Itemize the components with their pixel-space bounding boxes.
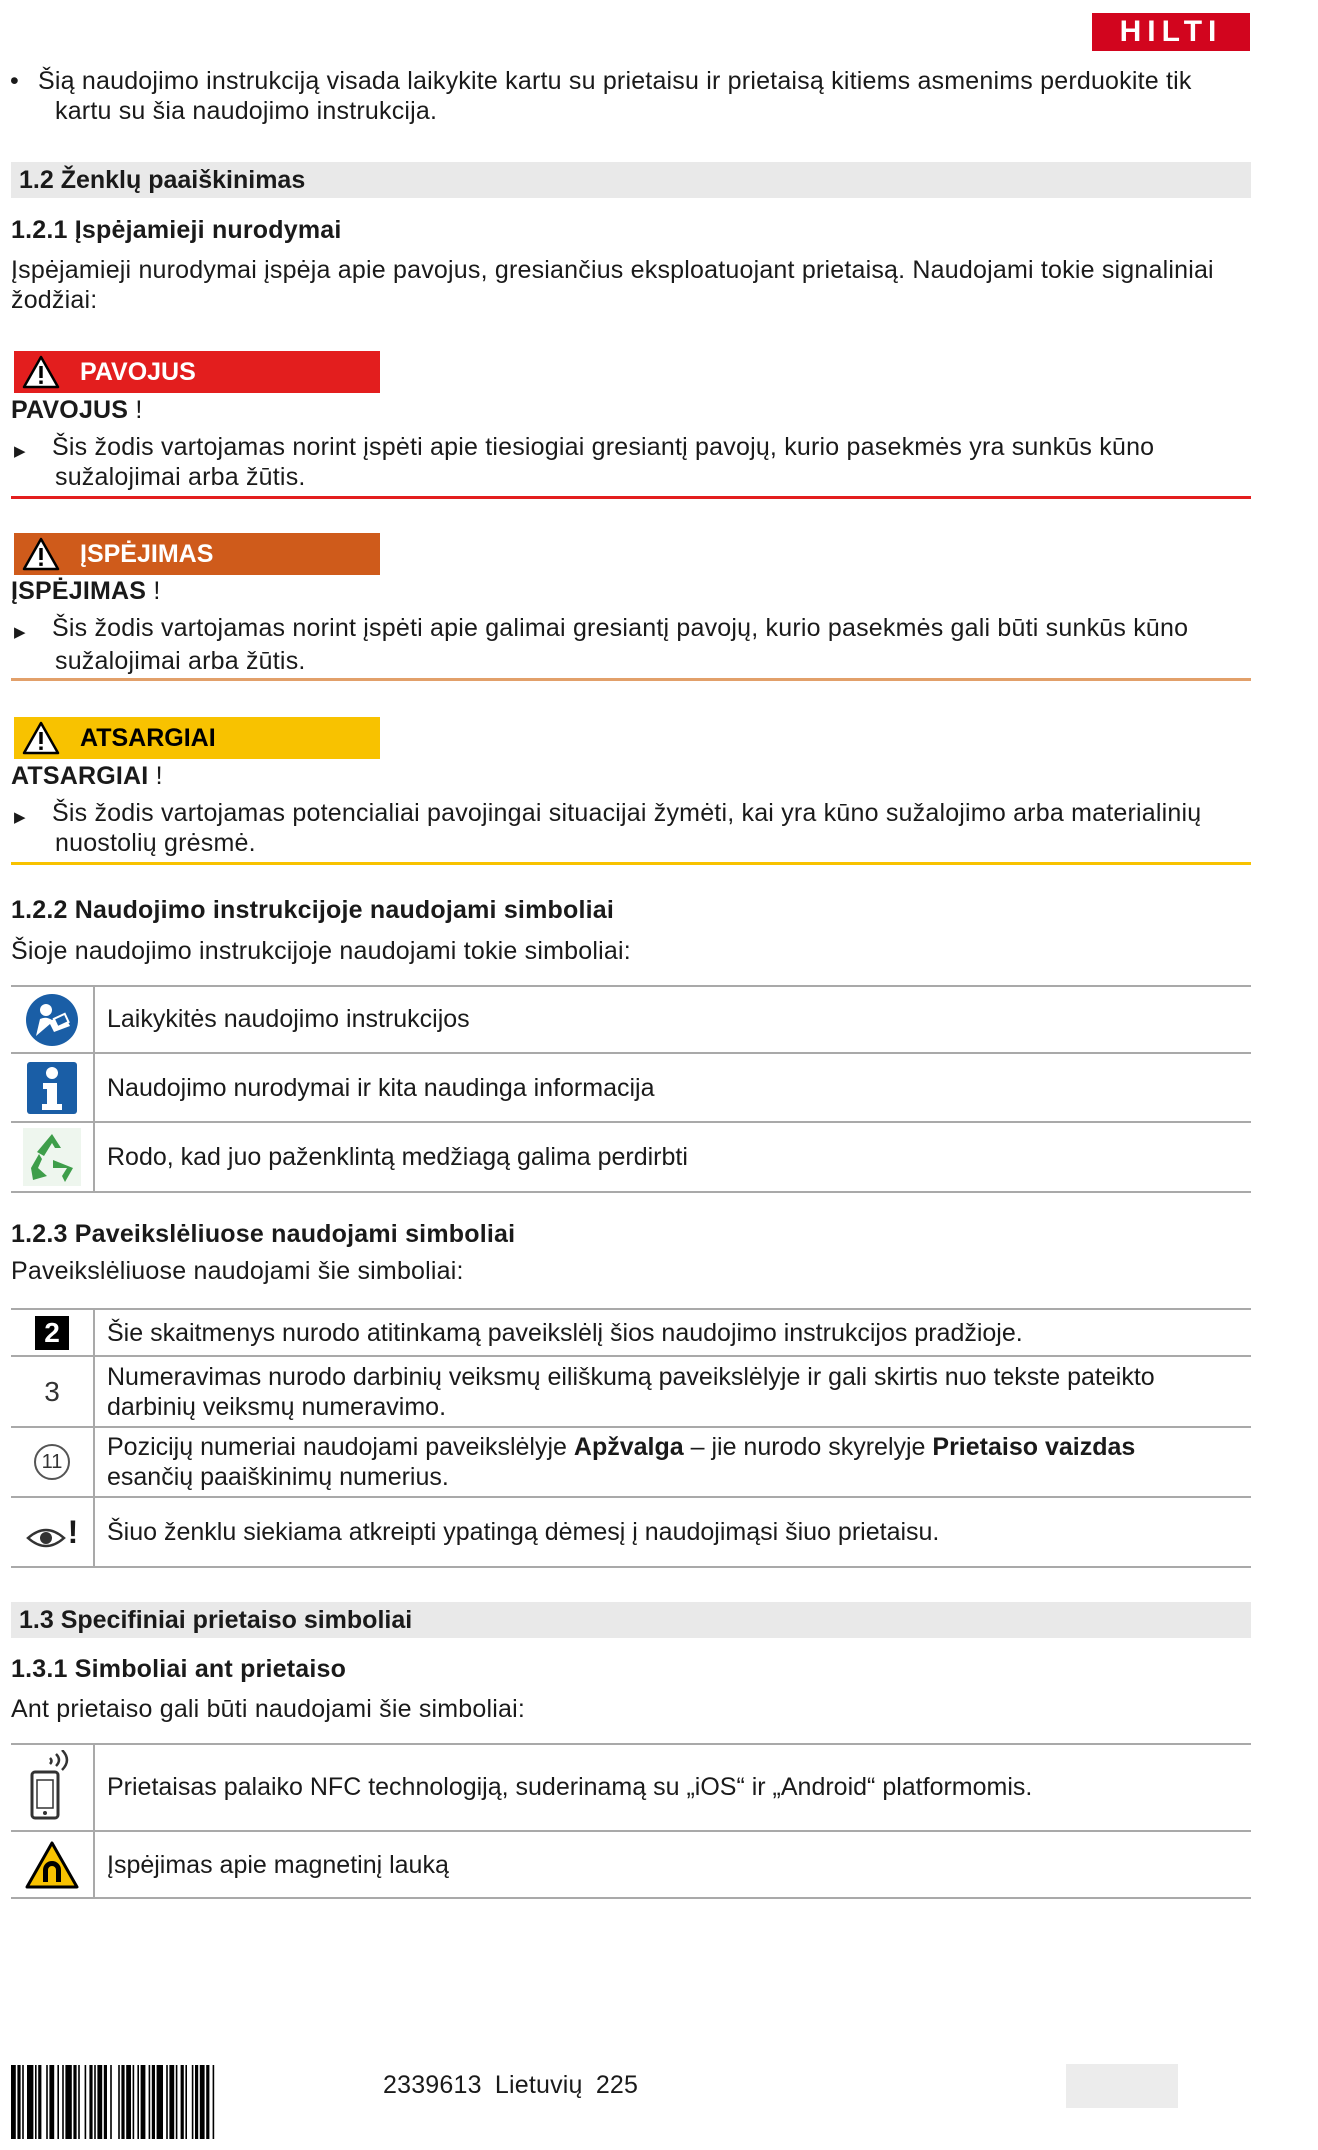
position-number-bold-2: Prietaiso vaizdas [932, 1433, 1136, 1461]
section-1-3-title: 1.3 Specifiniai prietaiso simboliai [19, 1606, 413, 1634]
warning-signal-box [14, 533, 380, 575]
caution-line-1: Šis žodis vartojamas potencialiai pavojingai situacijai žymėti, kai yra kūno sužalojimo arba materialinių [52, 799, 1202, 827]
barcode-bar [11, 2065, 16, 2139]
warning-triangle-icon [22, 721, 60, 755]
footer-gray-box [1066, 2064, 1178, 2108]
nfc-phone-icon [11, 1745, 95, 1830]
barcode-bar [35, 2065, 37, 2139]
figure-number-icon [11, 1310, 95, 1355]
warning-triangle-icon [22, 355, 60, 389]
danger-heading-word: PAVOJUS [11, 396, 129, 424]
caution-arrow-icon: ▶ [14, 809, 26, 826]
section-1-2-1-line-1: Įspėjamieji nurodymai įspėja apie pavojus, gresiančius eksploatuojant prietaisą. Naudojami tokie signaliniai [11, 256, 1214, 284]
barcode-bar [157, 2065, 163, 2139]
danger-signal-box [14, 351, 380, 393]
section-1-2-2-intro: Šioje naudojimo instrukcijoje naudojami tokie simboliai: [11, 937, 631, 965]
caution-heading [11, 761, 163, 791]
danger-rule [11, 496, 1251, 499]
attention-text: Šiuo ženklu siekiama atkreipti ypatingą dėmesį į naudojimąsi šiuo prietaisu. [107, 1518, 940, 1546]
symbol-text-manual: Laikykitės naudojimo instrukcijos [107, 1005, 470, 1033]
barcode-bar [85, 2065, 87, 2139]
barcode-bar [94, 2065, 96, 2139]
table-row [11, 1832, 1251, 1899]
barcode-bar [166, 2065, 168, 2139]
warning-heading-excl: ! [153, 577, 161, 605]
footer-text [383, 2070, 638, 2100]
barcode-bar [73, 2065, 76, 2139]
position-number-circle: 11 [34, 1444, 70, 1480]
barcode-bar [206, 2065, 209, 2139]
barcode-bar [152, 2065, 155, 2139]
step-number-line-1: Numeravimas nurodo darbinių veiksmų eiliškumą paveikslėlyje ir gali skirtis nuo tekste pateikto [107, 1363, 1155, 1391]
barcode-bar [126, 2065, 131, 2139]
table-row [11, 1745, 1251, 1832]
barcode-bar [89, 2065, 92, 2139]
section-1-2-3-intro: Paveikslėliuose naudojami šie simboliai: [11, 1257, 464, 1285]
section-1-2-header [11, 162, 1251, 198]
intro-line-1: Šią naudojimo instrukciją visada laikykite kartu su prietaisu ir prietaisą kitiems asmenims perduokite tik [38, 67, 1192, 95]
barcode-bar [27, 2065, 33, 2139]
symbols-table-1-2-3 [11, 1308, 1251, 1568]
barcode-bar [97, 2065, 102, 2139]
section-1-3-1-title: 1.3.1 Simboliai ant prietaiso [11, 1655, 347, 1683]
warning-line-1: Šis žodis vartojamas norint įspėti apie galimai gresiantį pavojų, kurio pasekmės gali būti sunkūs kūno [52, 614, 1189, 642]
danger-heading [11, 395, 142, 425]
barcode-bar [110, 2065, 112, 2139]
symbols-table-1-3-1 [11, 1743, 1251, 1899]
intro-line-2: kartu su šia naudojimo instrukcija. [55, 97, 438, 125]
danger-heading-excl: ! [135, 396, 143, 424]
section-1-3-header [11, 1602, 1251, 1638]
barcode-bar [62, 2065, 64, 2139]
danger-arrow-icon: ▶ [14, 443, 26, 460]
table-row [11, 1428, 1251, 1498]
section-1-2-1-line-2: žodžiai: [11, 286, 98, 314]
barcode-bar [65, 2065, 71, 2139]
footer-page-number: 225 [595, 2071, 639, 2099]
position-number-icon [11, 1428, 95, 1496]
caution-rule [11, 862, 1251, 865]
manual-icon [11, 987, 95, 1052]
attention-eye-icon [11, 1498, 95, 1566]
barcode-bar [17, 2065, 20, 2139]
symbol-text-info: Naudojimo nurodymai ir kita naudinga informacija [107, 1074, 655, 1102]
caution-line-2: nuostolių grėsmė. [55, 829, 256, 857]
footer-doc-number: 2339613 [383, 2071, 482, 2099]
barcode-bar [38, 2065, 41, 2139]
position-number-part-2: – jie nurodo skyrelyje [683, 1433, 933, 1461]
figure-number-text: Šie skaitmenys nurodo atitinkamą paveikslėlį šios naudojimo instrukcijos pradžioje. [107, 1319, 1023, 1347]
warning-rule [11, 678, 1251, 681]
barcode-bar [78, 2065, 80, 2139]
barcode [11, 2065, 351, 2139]
barcode-bar [141, 2065, 146, 2139]
barcode-bar [121, 2065, 124, 2139]
magnetic-field-text: Įspėjimas apie magnetinį lauką [107, 1851, 449, 1879]
section-1-2-2-title: 1.2.2 Naudojimo instrukcijoje naudojami simboliai [11, 896, 614, 924]
caution-signal-box [14, 717, 380, 759]
warning-arrow-icon: ▶ [14, 624, 26, 641]
barcode-bar [192, 2065, 194, 2139]
caution-heading-word: ATSARGIAI [11, 762, 149, 790]
barcode-bar [46, 2065, 48, 2139]
barcode-bar [104, 2065, 107, 2139]
section-1-2-title: 1.2 Ženklų paaiškinimas [19, 166, 306, 194]
table-row [11, 1310, 1251, 1357]
barcode-bar [149, 2065, 151, 2139]
step-number-glyph: 3 [44, 1375, 60, 1407]
table-row [11, 1498, 1251, 1568]
exclamation-glyph: ! [67, 1514, 79, 1550]
table-row [11, 987, 1251, 1054]
barcode-bar [57, 2065, 59, 2139]
barcode-bar [181, 2065, 184, 2139]
step-number-icon [11, 1357, 95, 1426]
caution-signal-label: ATSARGIAI [80, 724, 216, 752]
section-1-2-3-title: 1.2.3 Paveikslėliuose naudojami simboliai [11, 1220, 516, 1248]
symbols-table-1-2-2 [11, 985, 1251, 1193]
warning-line-2: sužalojimai arba žūtis. [55, 647, 306, 675]
table-row [11, 1054, 1251, 1123]
position-number-line-2: esančių paaiškinimų numerius. [107, 1463, 449, 1491]
barcode-bar [200, 2065, 205, 2139]
recycle-icon [11, 1123, 95, 1191]
info-icon [11, 1054, 95, 1121]
magnetic-field-warning-icon [11, 1832, 95, 1897]
barcode-bar [176, 2065, 178, 2139]
footer-language: Lietuvių [494, 2071, 583, 2099]
barcode-bar [49, 2065, 54, 2139]
step-number-line-2: darbinių veiksmų numeravimo. [107, 1393, 447, 1421]
warning-signal-label: ĮSPĖJIMAS [80, 540, 214, 568]
nfc-text: Prietaisas palaiko NFC technologiją, suderinamą su „iOS“ ir „Android“ platformomis. [107, 1773, 1033, 1801]
hilti-logo [1092, 13, 1250, 51]
symbol-text-recycle: Rodo, kad juo paženklintą medžiagą galima perdirbti [107, 1143, 688, 1171]
danger-line-1: Šis žodis vartojamas norint įspėti apie tiesiogiai gresiantį pavojų, kurio pasekmės yra sunkūs kūno [52, 433, 1155, 461]
intro-bullet-dot: • [10, 67, 19, 95]
warning-heading [11, 576, 161, 606]
barcode-bar [133, 2065, 135, 2139]
barcode-bar [22, 2065, 24, 2139]
barcode-graphic [11, 2065, 351, 2139]
table-row [11, 1123, 1251, 1193]
barcode-bar [118, 2065, 120, 2139]
position-number-part-1: Pozicijų numeriai naudojami paveikslėlyje [107, 1433, 574, 1461]
caution-heading-excl: ! [155, 762, 163, 790]
danger-signal-label: PAVOJUS [80, 358, 196, 386]
warning-triangle-icon [22, 537, 60, 571]
warning-heading-word: ĮSPĖJIMAS [11, 577, 147, 605]
barcode-bar [213, 2065, 215, 2139]
section-1-2-1-title: 1.2.1 Įspėjamieji nurodymai [11, 216, 342, 244]
barcode-bar [195, 2065, 198, 2139]
barcode-bar [169, 2065, 174, 2139]
danger-line-2: sužalojimai arba žūtis. [55, 463, 306, 491]
barcode-bar [137, 2065, 139, 2139]
position-number-line-1 [107, 1432, 1135, 1462]
barcode-bar [185, 2065, 187, 2139]
table-row [11, 1357, 1251, 1428]
figure-number-badge: 2 [35, 1316, 69, 1350]
position-number-bold-1: Apžvalga [573, 1433, 684, 1461]
section-1-3-1-intro: Ant prietaiso gali būti naudojami šie simboliai: [11, 1695, 526, 1723]
hilti-logo-text: HILTI [1119, 15, 1223, 48]
eye-icon [26, 1526, 66, 1550]
